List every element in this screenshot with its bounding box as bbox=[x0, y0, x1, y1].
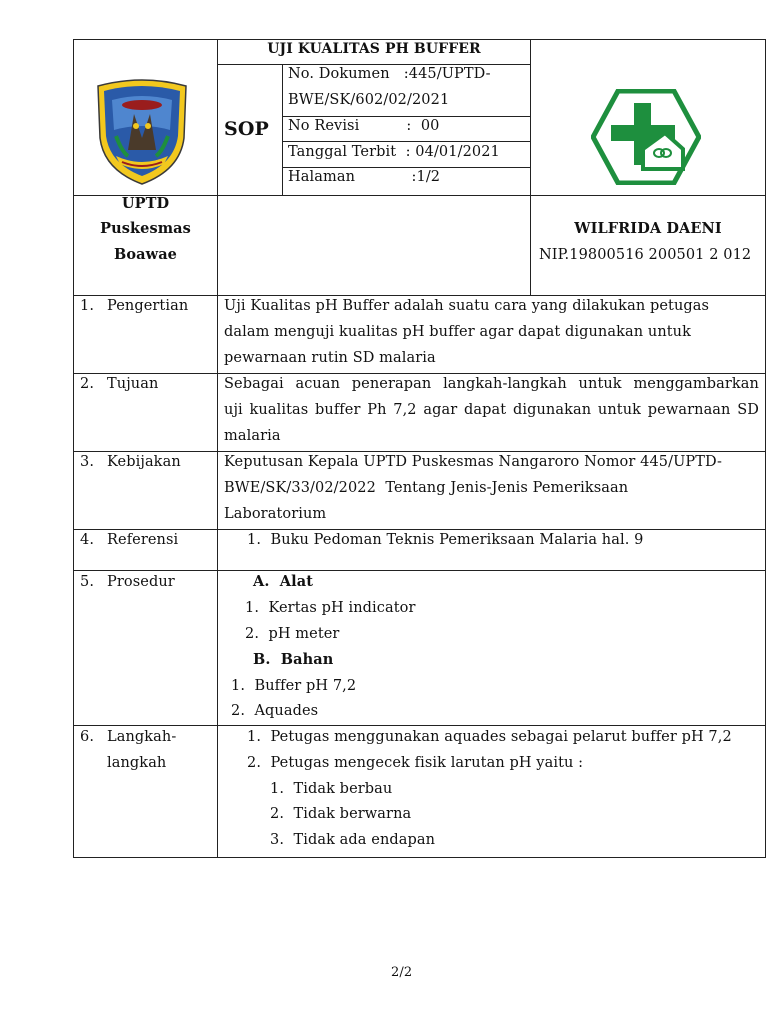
bahan-item: 2. Aquades bbox=[231, 703, 319, 719]
document-title: UJI KUALITAS PH BUFFER bbox=[267, 41, 481, 57]
section-number: 6. bbox=[80, 729, 95, 745]
section-number: 5. bbox=[80, 574, 95, 590]
section-number: 1. bbox=[80, 298, 95, 314]
kebijakan-text-line: BWE/SK/33/02/2022 Tentang Jenis-Jenis Pemeriksaan bbox=[224, 480, 629, 496]
org-name-line3: Boawae bbox=[113, 246, 178, 263]
section-label-langkah: Langkah- bbox=[107, 729, 177, 745]
section-number: 4. bbox=[80, 532, 95, 548]
pengertian-text-line: pewarnaan rutin SD malaria bbox=[224, 350, 436, 366]
langkah-step: 1. Petugas menggunakan aquades sebagai pelarut buffer pH 7,2 bbox=[247, 729, 732, 745]
pengertian-text-line: Uji Kualitas pH Buffer adalah suatu cara yang dilakukan petugas bbox=[224, 298, 710, 314]
bahan-item: 1. Buffer pH 7,2 bbox=[231, 678, 357, 694]
section-label-langkah: langkah bbox=[107, 755, 167, 771]
langkah-substep: 1. Tidak berbau bbox=[270, 781, 393, 797]
alat-heading: A. Alat bbox=[253, 573, 314, 590]
kebijakan-text-line: Keputusan Kepala UPTD Puskesmas Nangaroro Nomor 445/UPTD- bbox=[224, 454, 723, 470]
section-label-pengertian: Pengertian bbox=[107, 298, 189, 314]
puskesmas-cross-icon bbox=[591, 89, 701, 185]
langkah-substep: 3. Tidak ada endapan bbox=[270, 832, 436, 848]
org-name-line2: Puskesmas bbox=[100, 220, 191, 237]
tujuan-text-line: malaria bbox=[224, 428, 281, 444]
section-number: 3. bbox=[80, 454, 95, 470]
bahan-heading: B. Bahan bbox=[253, 651, 334, 668]
alat-item: 2. pH meter bbox=[245, 626, 340, 642]
sop-label: SOP bbox=[224, 118, 269, 140]
pengertian-text-line: dalam menguji kualitas pH buffer agar dapat digunakan untuk bbox=[224, 324, 692, 340]
alat-item: 1. Kertas pH indicator bbox=[245, 600, 416, 616]
issue-date: Tanggal Terbit : 04/01/2021 bbox=[288, 144, 500, 160]
section-number: 2. bbox=[80, 376, 95, 392]
section-label-prosedur: Prosedur bbox=[107, 574, 175, 590]
doc-number-line1: No. Dokumen :445/UPTD- bbox=[288, 66, 491, 82]
langkah-substep: 2. Tidak berwarna bbox=[270, 806, 412, 822]
tujuan-text-line: Sebagai acuan penerapan langkah-langkah untuk menggambarkan bbox=[224, 376, 759, 392]
signer-name: WILFRIDA DAENI bbox=[574, 220, 722, 237]
langkah-step: 2. Petugas mengecek fisik larutan pH yaitu : bbox=[247, 755, 584, 771]
kebijakan-text-line: Laboratorium bbox=[224, 506, 327, 522]
referensi-item: 1. Buku Pedoman Teknis Pemeriksaan Malaria hal. 9 bbox=[247, 532, 644, 548]
regency-crest-icon bbox=[92, 78, 192, 188]
section-label-tujuan: Tujuan bbox=[107, 376, 159, 392]
doc-number-line2: BWE/SK/602/02/2021 bbox=[288, 92, 450, 108]
revision-number: No Revisi : 00 bbox=[288, 118, 440, 134]
org-name-line1: UPTD bbox=[121, 195, 170, 212]
tujuan-text-line: uji kualitas buffer Ph 7,2 agar dapat digunakan untuk pewarnaan SD bbox=[224, 402, 759, 418]
page-count: Halaman :1/2 bbox=[288, 169, 441, 185]
section-label-kebijakan: Kebijakan bbox=[107, 454, 181, 470]
signer-nip: NIP.19800516 200501 2 012 bbox=[539, 247, 752, 263]
section-label-referensi: Referensi bbox=[107, 532, 179, 548]
page-number: 2/2 bbox=[391, 965, 413, 980]
